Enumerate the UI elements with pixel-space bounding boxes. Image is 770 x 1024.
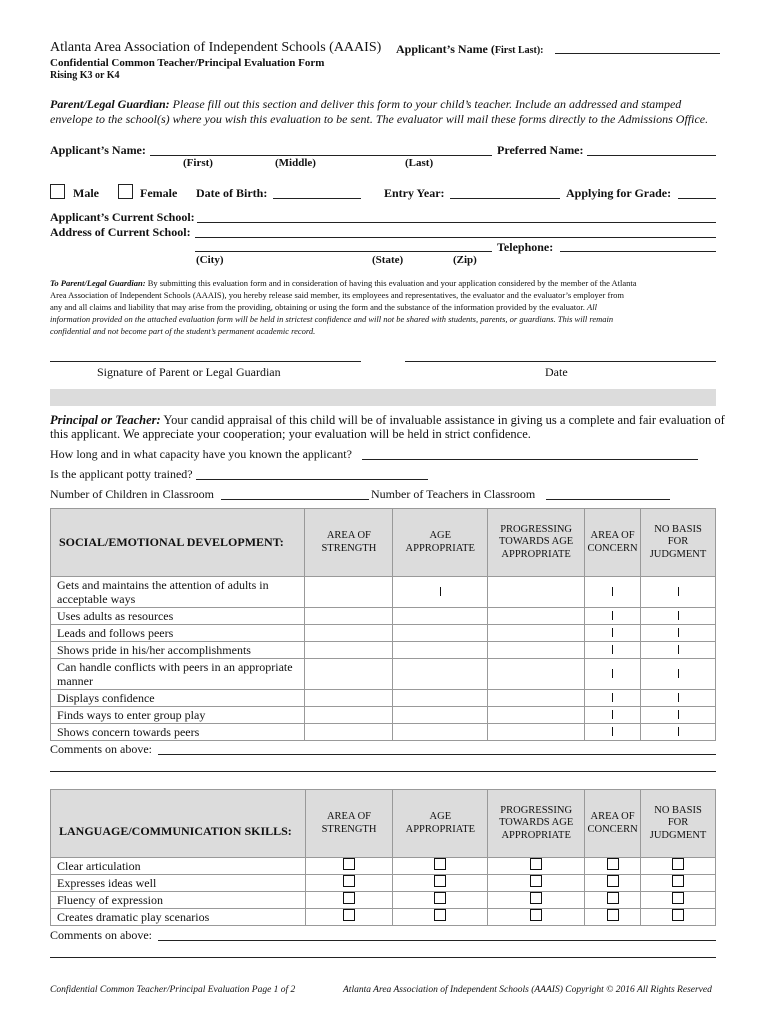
col-nobasis — [641, 509, 716, 577]
rating-checkbox[interactable] — [530, 909, 542, 921]
applicant-name-header — [396, 42, 544, 57]
applying-grade-label: Applying for Grade: — [566, 186, 672, 200]
teacher-intro-line2: this applicant. We appreciate your cooperation; your evaluation will be held in strict confidence. — [50, 427, 531, 441]
rating-mark[interactable] — [612, 727, 613, 736]
rating-mark[interactable] — [678, 693, 679, 702]
rating-checkbox[interactable] — [672, 909, 684, 921]
rating-checkbox[interactable] — [343, 909, 355, 921]
rating-mark[interactable] — [678, 710, 679, 719]
form-title: Confidential Common Teacher/Principal Evaluation Form — [50, 57, 325, 69]
col-progressing — [488, 509, 585, 577]
col-nobasis-3: JUDGMENT — [649, 548, 707, 560]
release-line2: Area Association of Independent Schools (AAAIS), you hereby release said member, its employees and representatives, the evaluator and the evaluator’s employer from — [50, 290, 625, 300]
rating-checkbox[interactable] — [672, 858, 684, 870]
rating-mark[interactable] — [612, 693, 613, 702]
col-age-2: APPROPRIATE — [405, 823, 476, 835]
release-text-1: By submitting this evaluation form and in consideration of having this evaluation and your application considered by the member of the Atlanta — [147, 278, 637, 288]
current-school-field[interactable] — [197, 222, 716, 223]
male-label: Male — [73, 186, 99, 200]
col-concern-2: CONCERN — [587, 823, 638, 835]
preferred-name-field[interactable] — [587, 155, 716, 156]
language-item: Creates dramatic play scenarios — [51, 909, 306, 926]
parent-instructions — [50, 97, 681, 112]
rating-checkbox[interactable] — [343, 858, 355, 870]
teacher-intro-line1 — [50, 413, 725, 428]
rating-checkbox[interactable] — [672, 875, 684, 887]
telephone-label: Telephone: — [497, 240, 554, 254]
preferred-name-label: Preferred Name: — [497, 143, 584, 157]
social-title: SOCIAL/EMOTIONAL DEVELOPMENT: — [51, 509, 305, 577]
rating-mark[interactable] — [440, 587, 441, 596]
col-age — [393, 790, 488, 858]
female-checkbox[interactable] — [118, 184, 133, 199]
org-title: Atlanta Area Association of Independent Schools (AAAIS) — [50, 40, 382, 55]
social-comments-label: Comments on above: — [50, 742, 152, 756]
release-text-3: any and all claims and liability that may arise from the providing, obtaining or using the form and the substance of the information provided by the evaluator. — [50, 302, 585, 312]
header-applicant-name-field[interactable] — [555, 53, 720, 54]
col-prog-3: APPROPRIATE — [501, 548, 571, 560]
how-long-field[interactable] — [362, 459, 698, 460]
signature-caption: Signature of Parent or Legal Guardian — [97, 365, 281, 379]
city-caption: (City) — [196, 254, 224, 266]
teachers-label: Number of Teachers in Classroom — [371, 487, 536, 501]
social-table — [50, 508, 716, 741]
rating-checkbox[interactable] — [434, 909, 446, 921]
city-state-zip-field[interactable] — [195, 251, 492, 252]
col-strength-2: STRENGTH — [321, 542, 377, 554]
col-nobasis-2: FOR — [667, 536, 689, 548]
rating-mark[interactable] — [612, 611, 613, 620]
applicant-name-header-hint: First Last): — [494, 45, 544, 56]
rating-checkbox[interactable] — [343, 875, 355, 887]
col-nobasis-3: JUDGMENT — [649, 829, 707, 841]
col-concern-2: CONCERN — [587, 542, 638, 554]
language-comments-field[interactable] — [158, 940, 716, 941]
applying-grade-field[interactable] — [678, 198, 716, 199]
rating-checkbox[interactable] — [672, 892, 684, 904]
rating-mark[interactable] — [612, 710, 613, 719]
col-strength-1: AREA OF — [326, 811, 372, 822]
col-prog-2: TOWARDS AGE — [499, 817, 574, 829]
dob-field[interactable] — [273, 198, 361, 199]
parent-instructions-line1: Please fill out this section and deliver this form to your child’s teacher. Include an addressed and stamped — [172, 97, 682, 111]
social-item: Finds ways to enter group play — [51, 707, 305, 724]
language-comments-field-2[interactable] — [50, 957, 716, 958]
language-title: LANGUAGE/COMMUNICATION SKILLS: — [51, 790, 306, 858]
rating-mark[interactable] — [678, 587, 679, 596]
rating-mark[interactable] — [678, 669, 679, 678]
first-caption: (First) — [183, 157, 213, 169]
potty-label: Is the applicant potty trained? — [50, 467, 193, 481]
dob-label: Date of Birth: — [196, 186, 268, 200]
rating-mark[interactable] — [612, 587, 613, 596]
social-item: Can handle conflicts with peers in an appropriate manner — [51, 659, 305, 690]
release-text-3b: All — [587, 302, 597, 312]
middle-caption: (Middle) — [275, 157, 316, 169]
social-item: Shows concern towards peers — [51, 724, 305, 741]
col-prog-1: PROGRESSING — [500, 804, 573, 816]
col-strength — [305, 509, 393, 577]
release-lead: To Parent/Legal Guardian: — [50, 278, 146, 288]
language-item: Expresses ideas well — [51, 875, 306, 892]
rating-checkbox[interactable] — [607, 858, 619, 870]
col-prog-1: PROGRESSING — [500, 523, 572, 535]
applicant-name-label: Applicant’s Name: — [50, 143, 146, 157]
teacher-intro-text-1: Your candid appraisal of this child will be of invaluable assistance in giving us a complete and fair evaluation of — [163, 413, 725, 427]
state-caption: (State) — [372, 254, 404, 266]
language-table — [50, 789, 716, 926]
col-concern — [585, 509, 641, 577]
rating-mark[interactable] — [678, 645, 679, 654]
col-concern-1: AREA OF — [590, 530, 635, 541]
applicant-name-header-label: Applicant’s Name ( — [396, 42, 495, 56]
rating-mark[interactable] — [678, 727, 679, 736]
col-prog-3: APPROPRIATE — [501, 829, 571, 841]
children-field[interactable] — [221, 499, 369, 500]
date-caption: Date — [545, 365, 568, 379]
col-progressing — [488, 790, 585, 858]
col-nobasis-1: NO BASIS — [654, 523, 702, 535]
parent-instructions-line2: envelope to the school(s) where you wish this evaluation to be sent. The evaluator will mail these forms directly to the Admissions Office. — [50, 112, 709, 126]
rating-mark[interactable] — [612, 645, 613, 654]
rating-checkbox[interactable] — [434, 892, 446, 904]
rating-mark[interactable] — [678, 628, 679, 637]
potty-field[interactable] — [196, 479, 428, 480]
social-item: Shows pride in his/her accomplishments — [51, 642, 305, 659]
language-comments-label: Comments on above: — [50, 928, 152, 942]
telephone-field[interactable] — [560, 251, 716, 252]
col-strength — [305, 790, 393, 858]
zip-caption: (Zip) — [453, 254, 477, 266]
col-concern — [585, 790, 641, 858]
rating-checkbox[interactable] — [530, 892, 542, 904]
release-line1 — [50, 278, 637, 288]
rating-mark[interactable] — [612, 628, 613, 637]
language-item: Clear articulation — [51, 858, 306, 875]
rating-checkbox[interactable] — [607, 892, 619, 904]
social-item: Uses adults as resources — [51, 608, 305, 625]
date-field[interactable] — [405, 361, 716, 362]
col-age-1: AGE — [429, 811, 452, 822]
col-age-1: AGE — [429, 530, 452, 541]
col-nobasis-1: NO BASIS — [654, 804, 702, 816]
social-item: Leads and follows peers — [51, 625, 305, 642]
col-concern-1: AREA OF — [590, 811, 635, 822]
applicant-name-field[interactable] — [150, 155, 492, 156]
col-strength-1: AREA OF — [326, 530, 371, 541]
how-long-label: How long and in what capacity have you known the applicant? — [50, 447, 352, 461]
form-subtitle: Rising K3 or K4 — [50, 70, 120, 81]
signature-field[interactable] — [50, 361, 361, 362]
section-divider-bar — [50, 389, 716, 406]
col-age-2: APPROPRIATE — [405, 542, 475, 554]
rating-checkbox[interactable] — [530, 858, 542, 870]
female-label: Female — [140, 186, 178, 200]
teacher-intro-lead: Principal or Teacher: — [50, 413, 161, 427]
release-line4: information provided on the attached evaluation form will be held in strictest confidence and will not be shared with students, parents, or guardians. This will remain — [50, 314, 614, 324]
footer-right: Atlanta Area Association of Independent Schools (AAAIS) Copyright © 2016 All Rights Reserved — [343, 985, 712, 995]
entry-year-field[interactable] — [450, 198, 560, 199]
address-field[interactable] — [195, 237, 716, 238]
current-school-label: Applicant’s Current School: — [50, 210, 195, 224]
address-label: Address of Current School: — [50, 225, 191, 239]
rating-checkbox[interactable] — [434, 858, 446, 870]
col-prog-2: TOWARDS AGE — [499, 536, 574, 548]
rating-checkbox[interactable] — [607, 909, 619, 921]
rating-checkbox[interactable] — [607, 875, 619, 887]
social-item: Displays confidence — [51, 690, 305, 707]
parent-instructions-lead: Parent/Legal Guardian: — [50, 97, 170, 111]
col-strength-2: STRENGTH — [321, 823, 377, 835]
release-line3 — [50, 302, 597, 312]
footer-left: Confidential Common Teacher/Principal Evaluation Page 1 of 2 — [50, 985, 296, 995]
male-checkbox[interactable] — [50, 184, 65, 199]
col-nobasis — [641, 790, 716, 858]
last-caption: (Last) — [405, 157, 434, 169]
social-comments-field-2[interactable] — [50, 771, 716, 772]
teachers-field[interactable] — [546, 499, 670, 500]
col-nobasis-2: FOR — [667, 817, 689, 829]
social-comments-field[interactable] — [158, 754, 716, 755]
rating-mark[interactable] — [678, 611, 679, 620]
rating-mark[interactable] — [612, 669, 613, 678]
social-item: Gets and maintains the attention of adults in acceptable ways — [51, 577, 305, 608]
rating-checkbox[interactable] — [434, 875, 446, 887]
children-label: Number of Children in Classroom — [50, 487, 214, 501]
rating-checkbox[interactable] — [343, 892, 355, 904]
language-item: Fluency of expression — [51, 892, 306, 909]
release-line5: confidential and not become part of the student’s permanent academic record. — [50, 326, 316, 336]
col-age — [393, 509, 488, 577]
rating-checkbox[interactable] — [530, 875, 542, 887]
entry-year-label: Entry Year: — [384, 186, 445, 200]
